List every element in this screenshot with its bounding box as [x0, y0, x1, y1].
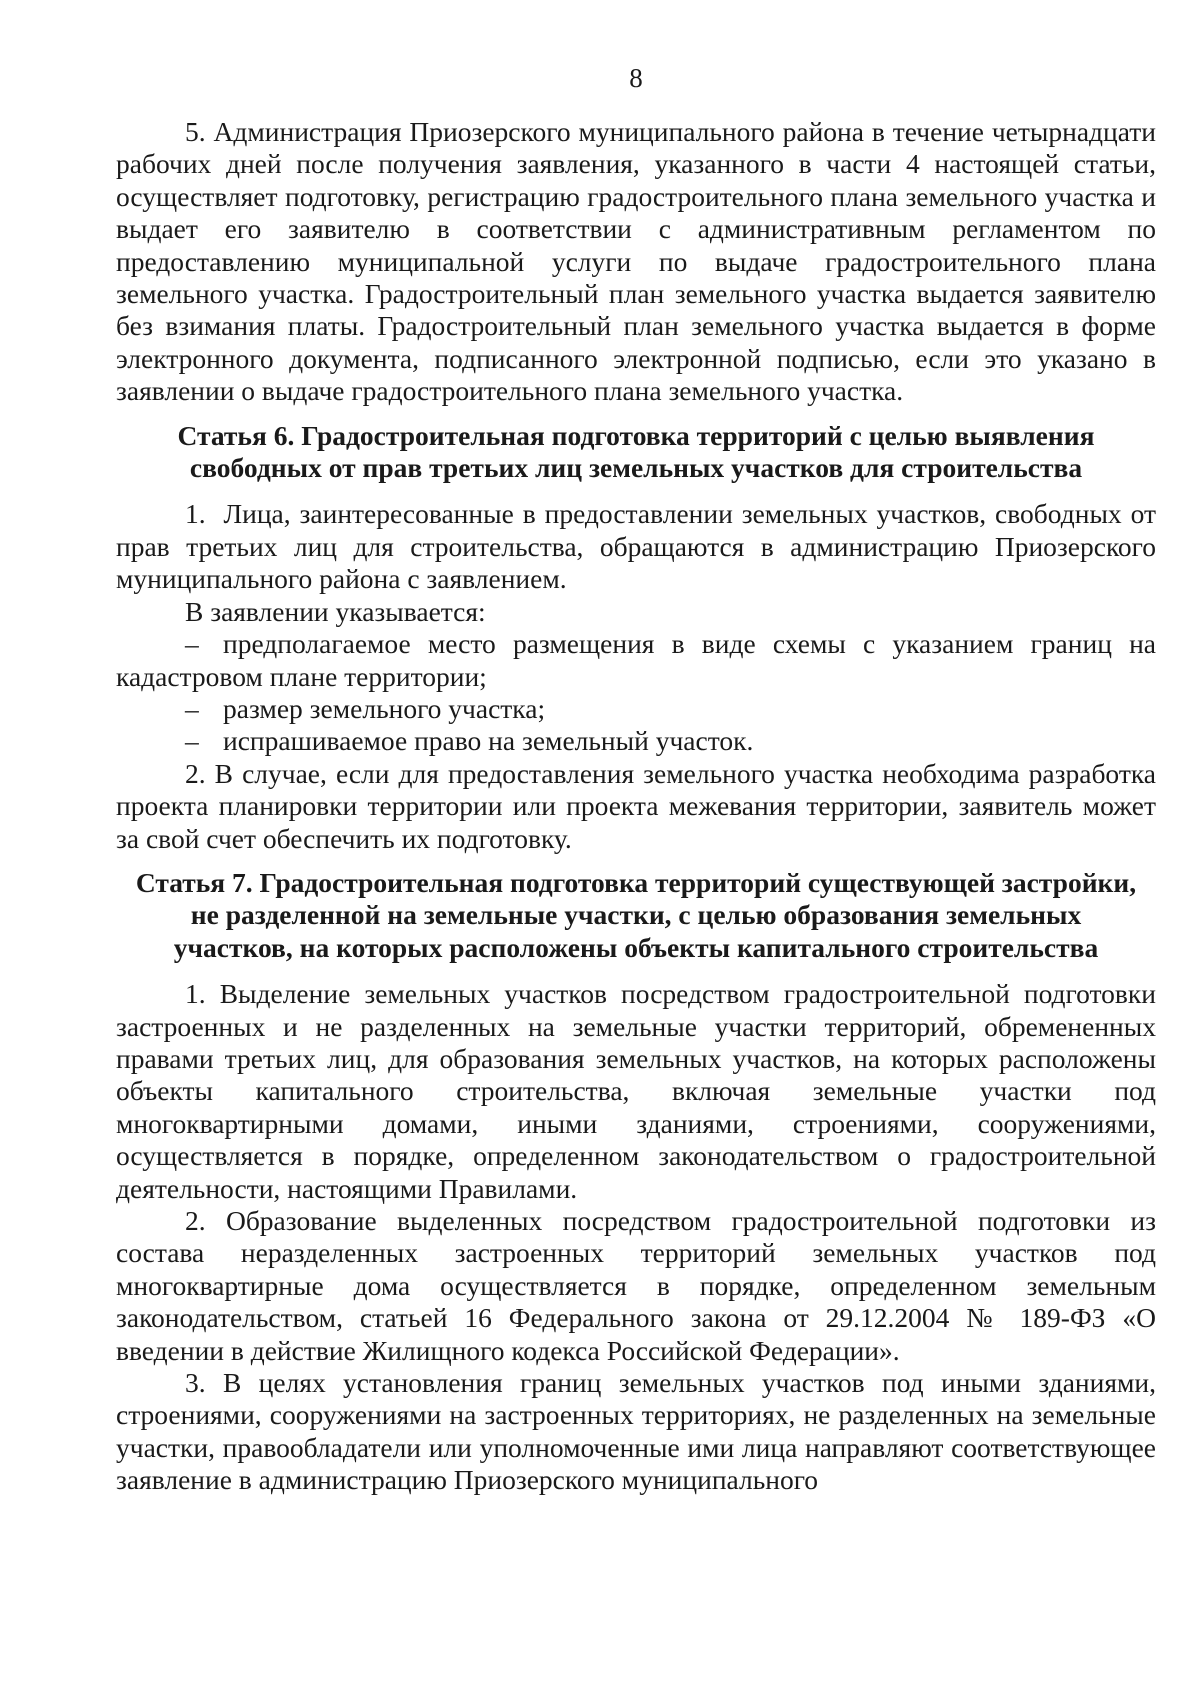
article-6-heading-line-1: Статья 6. Градостроительная подготовка территорий с целью выявления — [177, 419, 1095, 451]
list-item — [116, 725, 1156, 757]
article-7-paragraph-2: 2. Образование выделенных посредством градостроительной подготовки из состава неразделенных застроенных территорий земельных участков под многоквартирные дома осуществляется в порядке, определенном земельным законодательством, статьей 16 Федерального закона от 29.12.2004 № 189-ФЗ «О введении в действие Жилищного кодекса Российской Федерации». — [116, 1205, 1156, 1366]
article-6-paragraph-2: 2. В случае, если для предоставления земельного участка необходима разработка проекта планировки территории или проекта межевания территории, заявитель может за свой счет обеспечить их подготовку. — [116, 757, 1156, 854]
article-7-heading-line-3: участков, на которых расположены объекты капитального строительства — [173, 931, 1099, 963]
page-number: 8 — [629, 63, 643, 93]
article-6-application-intro: В заявлении указывается: — [185, 595, 486, 627]
list-item-text: испрашиваемое право на земельный участок. — [223, 725, 754, 757]
article-6-heading — [116, 420, 1156, 485]
document-page — [116, 62, 1163, 1497]
article-7-heading-line-1: Статья 7. Градостроительная подготовка территорий существующей застройки, — [135, 866, 1137, 898]
list-item — [116, 693, 1156, 725]
article-6-paragraph-1: 1. Лица, заинтересованные в предоставлении земельных участков, свободных от прав третьих лиц для строительства, обращаются в администрацию Приозерского муниципального района с заявлением. — [116, 498, 1163, 595]
list-item-text: размер земельного участка; — [223, 692, 546, 724]
paragraph-5: 5. Администрация Приозерского муниципального района в течение четырнадцати рабочих дней после получения заявления, указанного в части 4 настоящей статьи, осуществляет подготовку, регистрацию градостроительного плана земельного участка и выдает его заявителю в соответствии с административным регламентом по предоставлению муниципальной услуги по выдаче градостроительного плана земельного участка. Градостроительный план земельного участка выдается заявителю без взимания платы. Градостроительный план земельного участка выдается в форме электронного документа, подписанного электронной подписью, если это указано в заявлении о выдаче градостроительного плана земельного участка. — [116, 116, 1156, 407]
dash-marker: – — [185, 628, 199, 660]
dash-marker: – — [185, 692, 199, 724]
article-7-heading-line-2: не разделенной на земельные участки, с целью образования земельных — [190, 899, 1082, 931]
article-7-heading — [116, 867, 1156, 964]
dash-marker: – — [185, 725, 199, 757]
list-item — [116, 628, 1156, 693]
article-6-heading-line-2: свободных от прав третьих лиц земельных участков для строительства — [189, 452, 1083, 484]
article-7-paragraph-1: 1. Выделение земельных участков посредством градостроительной подготовки застроенных и не разделенных на земельные участки территорий, обремененных правами третьих лиц, для образования земельных участков, на которых расположены объекты капитального строительства, включая земельные участки под многоквартирными домами, иными зданиями, строениями, сооружениями, осуществляется в порядке, определенном законодательством о градостроительной деятельности, настоящими Правилами. — [116, 978, 1156, 1204]
list-item-text: предполагаемое место размещения в виде схемы с указанием границ на кадастровом плане территории; — [116, 628, 1156, 692]
article-7-paragraph-3: 3. В целях установления границ земельных участков под иными зданиями, строениями, сооружениями на застроенных территориях, не разделенных на земельные участки, правообладатели или уполномоченные ими лица направляют соответствующее заявление в администрацию Приозерского муниципального — [116, 1367, 1156, 1496]
